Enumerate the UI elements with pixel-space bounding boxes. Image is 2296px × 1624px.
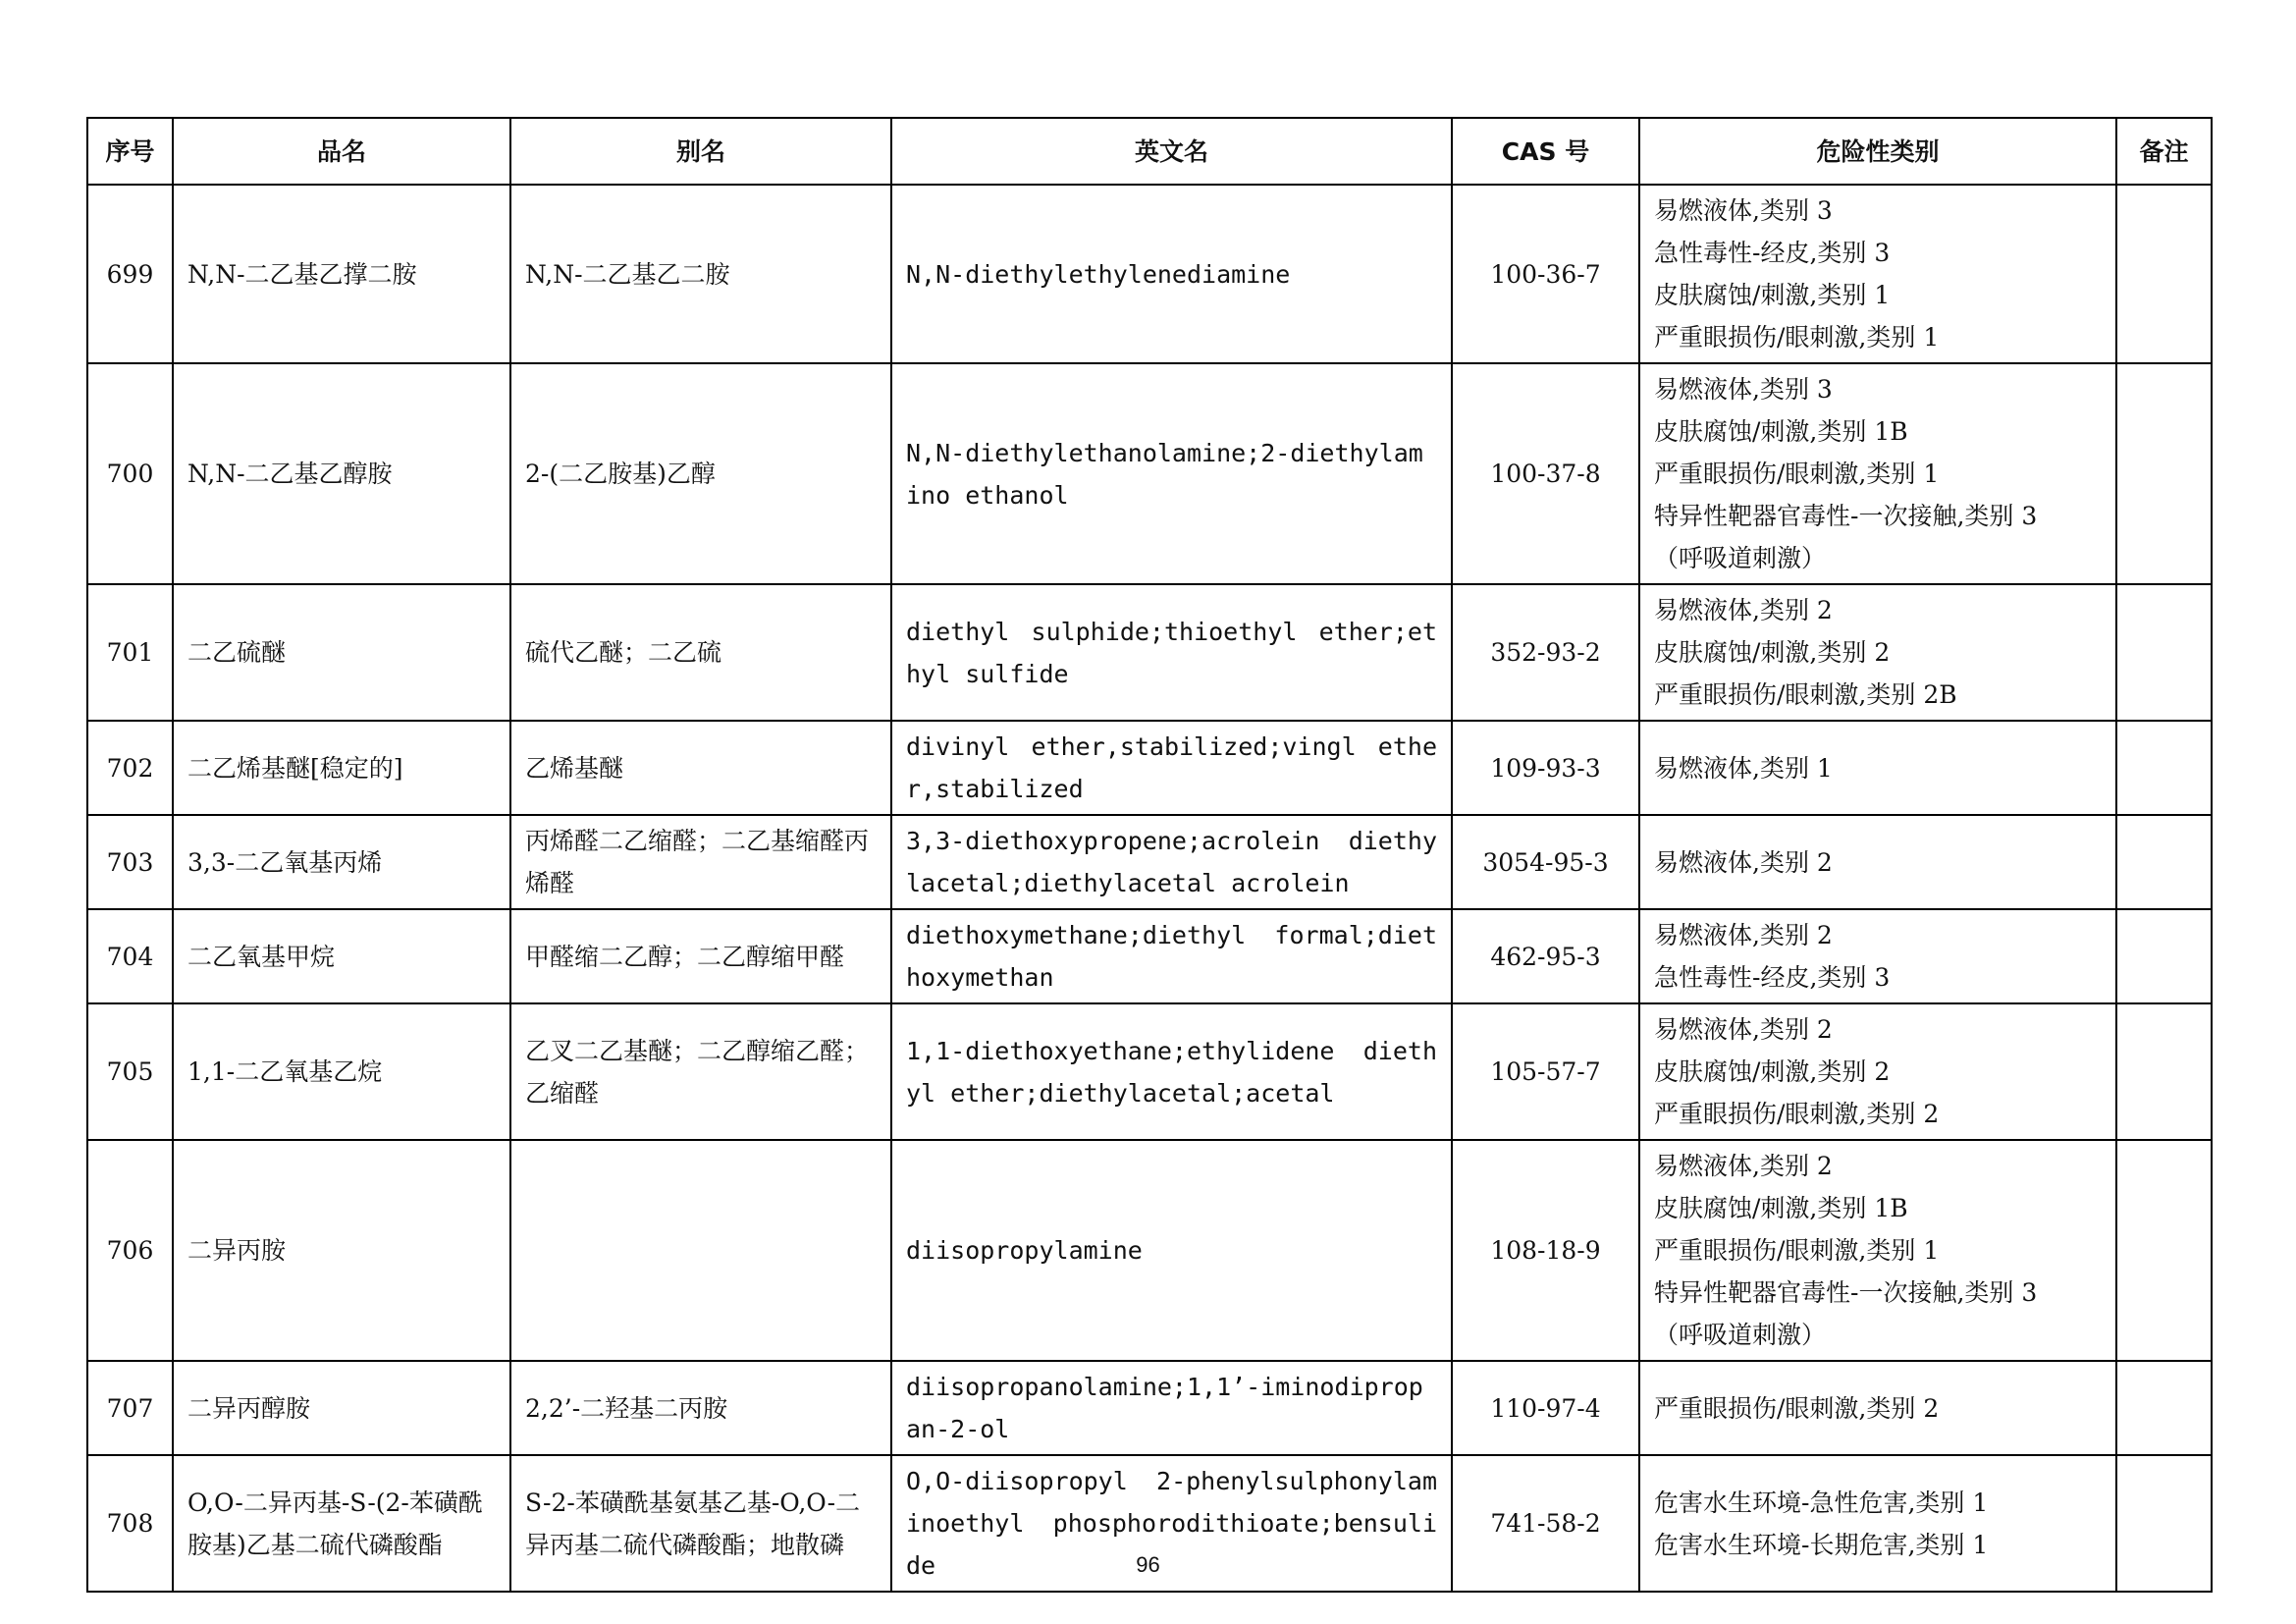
row-number: 700 [87, 363, 173, 584]
note [2116, 721, 2212, 815]
row-number: 704 [87, 909, 173, 1003]
row-number: 701 [87, 584, 173, 721]
header-alias: 别名 [510, 118, 891, 185]
note [2116, 815, 2212, 909]
cas-number: 100-36-7 [1452, 185, 1639, 363]
hazard-line: 特异性靶器官毒性-一次接触,类别 3 [1654, 1278, 2038, 1307]
english-name: N,N-diethylethanolamine;2-diethylamino ethanol [891, 363, 1452, 584]
hazard-line: 急性毒性-经皮,类别 3 [1654, 239, 1891, 267]
hazard-line: 严重眼损伤/眼刺激,类别 1 [1654, 323, 1940, 352]
hazard-line: 易燃液体,类别 3 [1654, 196, 1833, 225]
cas-number: 105-57-7 [1452, 1003, 1639, 1140]
hazard-line: 危害水生环境-长期危害,类别 1 [1654, 1530, 1989, 1559]
row-number: 699 [87, 185, 173, 363]
note [2116, 1361, 2212, 1455]
row-number: 703 [87, 815, 173, 909]
product-name: 二异丙胺 [173, 1140, 510, 1361]
hazard-line: 易燃液体,类别 2 [1654, 847, 1833, 877]
product-name: N,N-二乙基乙撑二胺 [173, 185, 510, 363]
hazard-line: 严重眼损伤/眼刺激,类别 2 [1654, 1393, 1940, 1423]
alias-name: S-2-苯磺酰基氨基乙基-O,O-二异丙基二硫代磷酸酯；地散磷 [510, 1455, 891, 1592]
cas-number: 462-95-3 [1452, 909, 1639, 1003]
product-name: N,N-二乙基乙醇胺 [173, 363, 510, 584]
hazard-line: （呼吸道刺激） [1654, 544, 1827, 572]
hazard-line: 皮肤腐蚀/刺激,类别 1B [1654, 1194, 1908, 1222]
hazard-categories [1639, 1003, 2116, 1140]
cas-number: 109-93-3 [1452, 721, 1639, 815]
header-name: 品名 [173, 118, 510, 185]
note [2116, 1003, 2212, 1140]
alias-name: 硫代乙醚；二乙硫 [510, 584, 891, 721]
hazard-line: 严重眼损伤/眼刺激,类别 2 [1654, 1100, 1940, 1128]
hazard-line: 急性毒性-经皮,类别 3 [1654, 963, 1891, 992]
table-row [87, 1003, 2212, 1140]
row-number: 708 [87, 1455, 173, 1592]
note [2116, 1140, 2212, 1361]
hazard-categories [1639, 1140, 2116, 1361]
english-name: 1,1-diethoxyethane;ethylidene diethyl ether;diethylacetal;acetal [891, 1003, 1452, 1140]
row-number: 705 [87, 1003, 173, 1140]
hazard-categories [1639, 815, 2116, 909]
hazard-line: 特异性靶器官毒性-一次接触,类别 3 [1654, 502, 2038, 530]
english-name: N,N-diethylethylenediamine [891, 185, 1452, 363]
row-number: 707 [87, 1361, 173, 1455]
note [2116, 363, 2212, 584]
table-row [87, 721, 2212, 815]
table-row [87, 815, 2212, 909]
page-number: 96 [1136, 1552, 1160, 1577]
table-row [87, 363, 2212, 584]
chemical-table [86, 117, 2213, 1593]
hazard-categories [1639, 721, 2116, 815]
note [2116, 909, 2212, 1003]
hazard-line: 皮肤腐蚀/刺激,类别 2 [1654, 1057, 1891, 1086]
cas-number: 100-37-8 [1452, 363, 1639, 584]
english-name: diethyl sulphide;thioethyl ether;ethyl sulfide [891, 584, 1452, 721]
product-name: 二乙氧基甲烷 [173, 909, 510, 1003]
table-row [87, 1140, 2212, 1361]
note [2116, 185, 2212, 363]
hazard-line: 易燃液体,类别 1 [1654, 753, 1833, 783]
hazard-categories [1639, 909, 2116, 1003]
hazard-categories [1639, 363, 2116, 584]
product-name: 二异丙醇胺 [173, 1361, 510, 1455]
hazard-line: 易燃液体,类别 2 [1654, 1152, 1833, 1180]
alias-name: 2-(二乙胺基)乙醇 [510, 363, 891, 584]
alias-name: 甲醛缩二乙醇；二乙醇缩甲醛 [510, 909, 891, 1003]
alias-name: N,N-二乙基乙二胺 [510, 185, 891, 363]
header-note: 备注 [2116, 118, 2212, 185]
row-number: 702 [87, 721, 173, 815]
alias-name: 乙叉二乙基醚；二乙醇缩乙醛；乙缩醛 [510, 1003, 891, 1140]
english-name: divinyl ether,stabilized;vingl ether,stabilized [891, 721, 1452, 815]
hazard-categories [1639, 584, 2116, 721]
cas-number: 108-18-9 [1452, 1140, 1639, 1361]
hazard-line: 易燃液体,类别 3 [1654, 375, 1833, 404]
hazard-line: 严重眼损伤/眼刺激,类别 1 [1654, 460, 1940, 488]
hazard-categories [1639, 185, 2116, 363]
hazard-line: 易燃液体,类别 2 [1654, 921, 1833, 949]
cas-number: 110-97-4 [1452, 1361, 1639, 1455]
table-row [87, 909, 2212, 1003]
product-name: 二乙烯基醚[稳定的] [173, 721, 510, 815]
table-row [87, 1361, 2212, 1455]
product-name: 1,1-二乙氧基乙烷 [173, 1003, 510, 1140]
header-cas: CAS 号 [1452, 118, 1639, 185]
english-name: diethoxymethane;diethyl formal;diethoxymethan [891, 909, 1452, 1003]
header-english: 英文名 [891, 118, 1452, 185]
alias-name: 2,2’-二羟基二丙胺 [510, 1361, 891, 1455]
alias-name [510, 1140, 891, 1361]
english-name: diisopropylamine [891, 1140, 1452, 1361]
cas-number: 352-93-2 [1452, 584, 1639, 721]
header-row [87, 118, 2212, 185]
hazard-line: 危害水生环境-急性危害,类别 1 [1654, 1488, 1989, 1517]
table-row [87, 185, 2212, 363]
hazard-line: 皮肤腐蚀/刺激,类别 2 [1654, 638, 1891, 667]
hazard-line: 皮肤腐蚀/刺激,类别 1 [1654, 281, 1891, 309]
cas-number: 3054-95-3 [1452, 815, 1639, 909]
hazard-line: 易燃液体,类别 2 [1654, 1015, 1833, 1044]
header-num: 序号 [87, 118, 173, 185]
product-name: O,O-二异丙基-S-(2-苯磺酰胺基)乙基二硫代磷酸酯 [173, 1455, 510, 1592]
hazard-line: （呼吸道刺激） [1654, 1321, 1827, 1349]
product-name: 3,3-二乙氧基丙烯 [173, 815, 510, 909]
english-name: O,O-diisopropyl 2-phenylsulphonylaminoethyl phosphorodithioate;bensulide [891, 1455, 1452, 1592]
table-row [87, 584, 2212, 721]
english-name: diisopropanolamine;1,1’-iminodipropan-2-ol [891, 1361, 1452, 1455]
note [2116, 584, 2212, 721]
alias-name: 乙烯基醚 [510, 721, 891, 815]
cas-number: 741-58-2 [1452, 1455, 1639, 1592]
row-number: 706 [87, 1140, 173, 1361]
hazard-line: 严重眼损伤/眼刺激,类别 1 [1654, 1236, 1940, 1265]
alias-name: 丙烯醛二乙缩醛；二乙基缩醛丙烯醛 [510, 815, 891, 909]
hazard-line: 皮肤腐蚀/刺激,类别 1B [1654, 417, 1908, 446]
product-name: 二乙硫醚 [173, 584, 510, 721]
english-name: 3,3-diethoxypropene;acrolein diethylacetal;diethylacetal acrolein [891, 815, 1452, 909]
header-hazard: 危险性类别 [1639, 118, 2116, 185]
hazard-categories [1639, 1361, 2116, 1455]
hazard-line: 易燃液体,类别 2 [1654, 596, 1833, 624]
hazard-line: 严重眼损伤/眼刺激,类别 2B [1654, 680, 1957, 709]
